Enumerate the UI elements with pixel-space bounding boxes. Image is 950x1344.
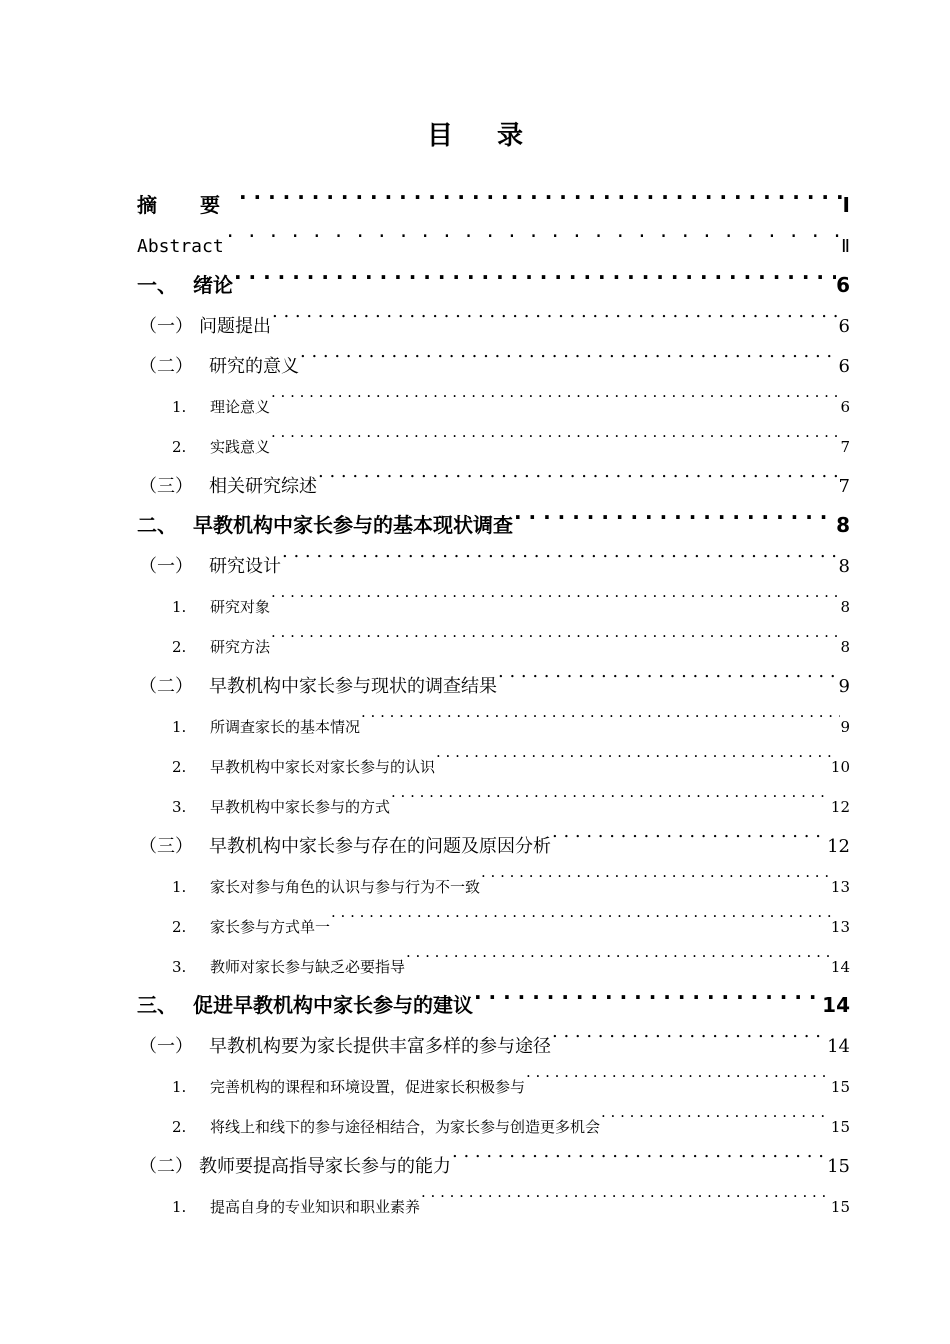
toc-entry-title: 早教机构中家长参与的方式: [210, 798, 391, 816]
toc-entry-number: 2.: [172, 638, 187, 656]
toc-entry-title: 完善机构的课程和环境设置，促进家长积极参与: [210, 1078, 526, 1096]
toc-entry-title: 早教机构要为家长提供丰富多样的参与途径: [209, 1036, 551, 1057]
toc-entry-number: （三）: [139, 476, 193, 497]
toc-dot-leader: [551, 812, 827, 852]
toc-entry-number: 1.: [172, 598, 187, 616]
toc-dot-leader: [420, 1172, 831, 1212]
toc-entry-number: 1.: [172, 398, 187, 416]
toc-entry-number: （一）: [139, 556, 193, 577]
toc-entry-number: （二）: [139, 676, 193, 697]
toc-dot-leader: [238, 172, 843, 212]
toc-entry-page: 14: [822, 993, 850, 1017]
toc-entry-page: 15: [830, 1078, 850, 1096]
toc-entry-page: 8: [838, 556, 850, 577]
toc-entry-title: 研究的意义: [209, 356, 299, 377]
toc-entry-title: 教师要提高指导家长参与的能力: [199, 1156, 451, 1177]
toc-entry-number: （一）: [139, 1036, 193, 1057]
toc-entry-page: 15: [830, 1118, 850, 1136]
toc-dot-leader: [270, 612, 840, 652]
toc-entry-page: 15: [830, 1198, 850, 1216]
toc-dot-leader: [600, 1092, 831, 1132]
toc-entry[interactable]: [137, 212, 850, 257]
toc-entry-title: Abstract: [137, 236, 224, 257]
toc-entry-title: 将线上和线下的参与途径相结合，为家长参与创造更多机会: [210, 1118, 601, 1136]
toc-dot-leader: [473, 972, 822, 1012]
toc-entry-title: 促进早教机构中家长参与的建议: [193, 993, 473, 1017]
toc-entry-number: 一、: [137, 273, 177, 297]
toc-dot-leader: [525, 1052, 831, 1092]
toc-entry-title: 所调查家长的基本情况: [210, 718, 361, 736]
toc-entry-page: 14: [830, 958, 850, 976]
toc-dot-leader: [281, 532, 839, 572]
toc-entry-number: 3.: [172, 958, 187, 976]
toc-entry-page: 7: [840, 438, 850, 456]
toc-entry-title: 家长参与方式单一: [210, 918, 331, 936]
toc-entry-number: 2.: [172, 918, 187, 936]
toc-entry-number: 2.: [172, 438, 187, 456]
toc-dot-leader: [330, 892, 831, 932]
toc-entry-page: 6: [840, 398, 850, 416]
toc-entry-title: 研究方法: [210, 638, 271, 656]
toc-entry-number: 1.: [172, 1198, 187, 1216]
toc-entry-title: 提高自身的专业知识和职业素养: [210, 1198, 421, 1216]
toc-entry-number: （二）: [139, 356, 193, 377]
toc-entry-page: 8: [840, 598, 850, 616]
toc-dot-leader: [390, 772, 831, 812]
page-title-right: 录: [497, 121, 524, 151]
toc-entry-page: 8: [836, 513, 850, 537]
toc-entry-title: 实践意义: [210, 438, 271, 456]
toc-entry-title: 相关研究综述: [209, 476, 317, 497]
toc-entry-page: 8: [840, 638, 850, 656]
page-title: [0, 115, 950, 152]
toc-entry-title: 早教机构中家长参与的基本现状调查: [193, 513, 513, 537]
toc-dot-leader: [270, 372, 840, 412]
toc-entry-page: 6: [836, 273, 850, 297]
toc-entry-page: 14: [827, 1036, 850, 1057]
toc-entry-page: 9: [840, 718, 850, 736]
toc-entry-number: 1.: [172, 718, 187, 736]
toc-entry[interactable]: [137, 172, 850, 217]
toc-entry-title: 家长对参与角色的认识与参与行为不一致: [210, 878, 481, 896]
toc-dot-leader: [551, 1012, 827, 1052]
toc-dot-leader: [224, 212, 841, 252]
toc-entry-title: 教师对家长参与缺乏必要指导: [210, 958, 406, 976]
toc-entry-page: 6: [838, 316, 850, 337]
page-title-left: 目: [426, 121, 453, 151]
toc-entry-number: 1.: [172, 878, 187, 896]
toc-entry-page: 12: [827, 836, 850, 857]
toc-entry-page: 10: [830, 758, 850, 776]
toc-entry-page: Ⅰ: [842, 193, 850, 217]
toc-dot-leader: [233, 252, 836, 292]
toc-entry-page: 7: [838, 476, 850, 497]
toc-entry-page: 13: [830, 918, 850, 936]
toc-entry-number: 1.: [172, 1078, 187, 1096]
toc-dot-leader: [270, 412, 840, 452]
toc-entry[interactable]: [137, 292, 850, 337]
toc-entry-number: （一）: [139, 316, 193, 337]
toc-entry-number: 三、: [137, 993, 177, 1017]
toc-dot-leader: [317, 452, 839, 492]
toc-entry-title: 问题提出: [199, 316, 271, 337]
toc-dot-leader: [270, 572, 840, 612]
toc-entry-number: （二）: [139, 1156, 193, 1177]
toc-dot-leader: [405, 932, 831, 972]
toc-dot-leader: [480, 852, 831, 892]
toc-dot-leader: [360, 692, 840, 732]
toc-entry[interactable]: [137, 252, 850, 297]
toc-entry-page: 9: [838, 676, 850, 697]
toc-dot-leader: [435, 732, 831, 772]
toc-entry-title: 理论意义: [210, 398, 271, 416]
toc-entry-page: 12: [830, 798, 850, 816]
toc-entry-number: （三）: [139, 836, 193, 857]
toc-entry-title: 早教机构中家长参与现状的调查结果: [209, 676, 497, 697]
table-of-contents: [137, 172, 850, 1216]
toc-dot-leader: [271, 292, 839, 332]
toc-entry-page: 15: [827, 1156, 850, 1177]
toc-entry-number: 2.: [172, 1118, 187, 1136]
toc-entry-title: 摘 要: [137, 193, 238, 217]
toc-entry-number: 二、: [137, 513, 177, 537]
toc-entry-page: 13: [830, 878, 850, 896]
toc-entry-title: 早教机构中家长对家长参与的认识: [210, 758, 436, 776]
toc-entry-page: Ⅱ: [841, 236, 850, 257]
toc-dot-leader: [451, 1132, 827, 1172]
toc-entry-title: 研究设计: [209, 556, 281, 577]
toc-entry-number: 3.: [172, 798, 187, 816]
toc-entry-title: 研究对象: [210, 598, 271, 616]
toc-dot-leader: [497, 652, 839, 692]
toc-entry-number: 2.: [172, 758, 187, 776]
toc-dot-leader: [513, 492, 836, 532]
toc-entry-title: 早教机构中家长参与存在的问题及原因分析: [209, 836, 551, 857]
toc-entry-page: 6: [838, 356, 850, 377]
toc-entry-title: 绪论: [193, 273, 233, 297]
toc-dot-leader: [299, 332, 839, 372]
